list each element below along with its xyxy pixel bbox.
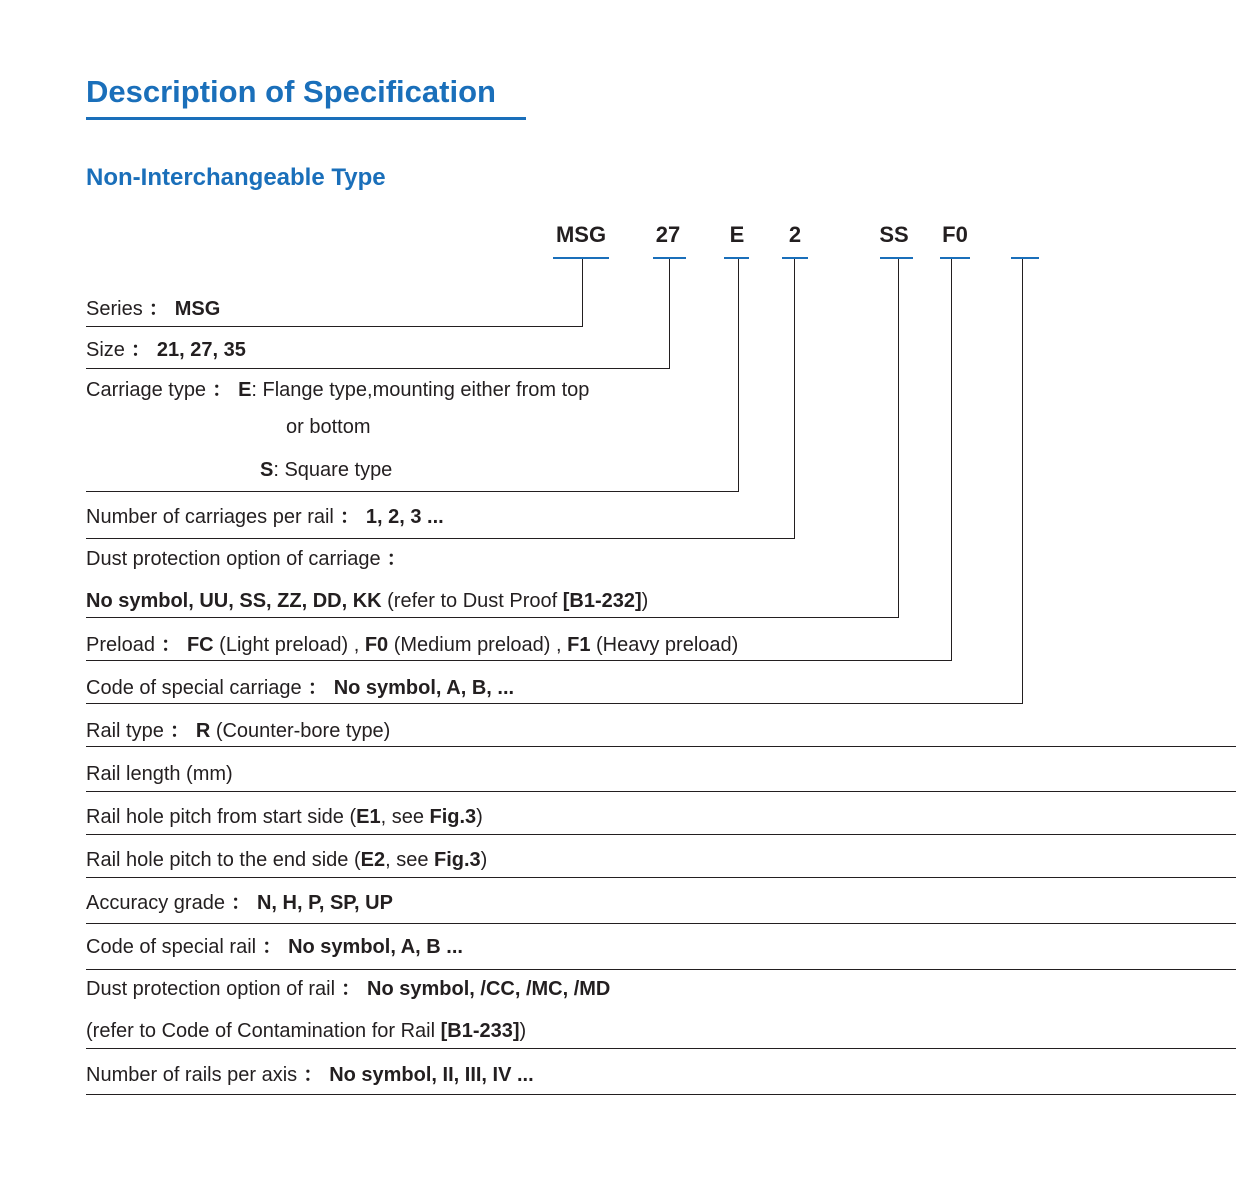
spec-row-pitch-start bbox=[86, 804, 483, 830]
code-size: 27 bbox=[655, 222, 681, 247]
size-label: Size bbox=[86, 339, 125, 361]
carriage-label: Carriage type bbox=[86, 379, 207, 401]
section-subtitle: Non-Interchangeable Type bbox=[86, 164, 386, 191]
rail-type-colon: ： bbox=[169, 720, 190, 742]
rail-type-text: (Counter-bore type) bbox=[210, 720, 391, 742]
carriage-s-code: S bbox=[260, 459, 274, 481]
code-count: 2 bbox=[788, 222, 802, 247]
preload-fc-text: (Light preload) , bbox=[213, 634, 365, 656]
count-value: 1, 2, 3 ... bbox=[365, 506, 444, 528]
spec-row-carriage bbox=[86, 377, 589, 403]
series-colon: ： bbox=[148, 298, 169, 320]
carriage-e-text-2: or bottom bbox=[286, 416, 371, 438]
spec-row-dust bbox=[86, 546, 413, 572]
rails-per-axis-colon: ： bbox=[303, 1064, 324, 1086]
connector-preload bbox=[951, 259, 952, 660]
pitch-start-post: ) bbox=[476, 806, 483, 828]
page-title: Description of Specification bbox=[86, 74, 496, 109]
special-carriage-colon: ： bbox=[307, 677, 328, 699]
code-underline-series bbox=[553, 257, 609, 259]
accuracy-label: Accuracy grade bbox=[86, 892, 225, 914]
rule-size bbox=[86, 368, 670, 369]
spec-row-accuracy bbox=[86, 890, 393, 916]
preload-f1-text: (Heavy preload) bbox=[590, 634, 739, 656]
code-carriage: E bbox=[729, 222, 745, 247]
carriage-s-text: : Square type bbox=[273, 459, 393, 481]
rule-rails-per-axis bbox=[86, 1094, 1236, 1095]
code-underline-special bbox=[1011, 257, 1039, 259]
rail-dust-ref-pre: (refer to Code of Contamination for Rail bbox=[86, 1020, 441, 1042]
rule-carriage bbox=[86, 491, 739, 492]
preload-f0-text: (Medium preload) , bbox=[388, 634, 568, 656]
rule-count bbox=[86, 538, 795, 539]
rule-pitch-start bbox=[86, 834, 1236, 835]
rail-dust-value: No symbol, /CC, /MC, /MD bbox=[367, 978, 611, 1000]
spec-row-rail-length bbox=[86, 761, 233, 787]
spec-row-dust-values bbox=[86, 588, 648, 614]
code-underline-preload bbox=[940, 257, 970, 259]
rail-dust-colon: ： bbox=[341, 978, 362, 1000]
spec-row-carriage-cont bbox=[286, 414, 370, 440]
code-underline-carriage bbox=[724, 257, 749, 259]
dust-value: No symbol, UU, SS, ZZ, DD, KK bbox=[86, 590, 382, 612]
rule-dust bbox=[86, 617, 899, 618]
size-colon: ： bbox=[130, 339, 151, 361]
spec-row-rail-type bbox=[86, 718, 390, 744]
spec-row-carriage-square bbox=[260, 457, 392, 483]
dust-colon: ： bbox=[386, 548, 407, 570]
accuracy-value: N, H, P, SP, UP bbox=[256, 892, 393, 914]
pitch-end-code: E2 bbox=[360, 849, 386, 871]
preload-f0: F0 bbox=[364, 634, 389, 656]
special-rail-value: No symbol, A, B ... bbox=[288, 936, 463, 958]
connector-count bbox=[794, 259, 795, 538]
rail-length-label: Rail length (mm) bbox=[86, 763, 233, 785]
spec-row-pitch-end bbox=[86, 847, 487, 873]
pitch-end-mid: , see bbox=[385, 849, 434, 871]
rail-dust-ref-code: [B1-233] bbox=[440, 1020, 520, 1042]
code-underline-count bbox=[782, 257, 808, 259]
rule-rail-dust bbox=[86, 1048, 1236, 1049]
special-carriage-label: Code of special carriage bbox=[86, 677, 302, 699]
pitch-end-post: ) bbox=[480, 849, 488, 871]
dust-ref-post: ) bbox=[641, 590, 649, 612]
connector-size bbox=[669, 259, 670, 368]
pitch-start-pre: Rail hole pitch from start side ( bbox=[86, 806, 357, 828]
spec-row-special-carriage bbox=[86, 675, 514, 701]
rails-per-axis-value: No symbol, II, III, IV ... bbox=[329, 1064, 534, 1086]
carriage-e-text: : Flange type,mounting either from top bbox=[251, 379, 590, 401]
dust-ref-code: [B1-232] bbox=[562, 590, 642, 612]
preload-f1: F1 bbox=[567, 634, 591, 656]
title-underline bbox=[86, 117, 526, 120]
series-label: Series bbox=[86, 298, 143, 320]
spec-row-count bbox=[86, 504, 444, 530]
rail-type-label: Rail type bbox=[86, 720, 164, 742]
rule-series bbox=[86, 326, 583, 327]
dust-label: Dust protection option of carriage bbox=[86, 548, 381, 570]
preload-colon: ： bbox=[160, 634, 181, 656]
special-rail-label: Code of special rail bbox=[86, 936, 257, 958]
rule-special-rail bbox=[86, 969, 1236, 970]
code-series: MSG bbox=[555, 222, 607, 247]
rule-preload bbox=[86, 660, 952, 661]
carriage-e-code: E bbox=[238, 379, 252, 401]
spec-row-rails-per-axis bbox=[86, 1062, 534, 1088]
pitch-end-fig: Fig.3 bbox=[434, 849, 481, 871]
rails-per-axis-label: Number of rails per axis bbox=[86, 1064, 298, 1086]
connector-series bbox=[582, 259, 583, 326]
code-preload: F0 bbox=[942, 222, 968, 247]
preload-fc: FC bbox=[186, 634, 214, 656]
rail-type-value: R bbox=[195, 720, 211, 742]
pitch-start-fig: Fig.3 bbox=[429, 806, 477, 828]
spec-row-rail-dust-ref bbox=[86, 1018, 526, 1044]
code-underline-dust bbox=[880, 257, 913, 259]
code-dust: SS bbox=[879, 222, 909, 247]
rule-accuracy bbox=[86, 923, 1236, 924]
dust-ref-pre: (refer to Dust Proof bbox=[381, 590, 563, 612]
rail-dust-ref-post: ) bbox=[519, 1020, 527, 1042]
count-colon: ： bbox=[339, 506, 360, 528]
pitch-end-pre: Rail hole pitch to the end side ( bbox=[86, 849, 361, 871]
pitch-start-code: E1 bbox=[356, 806, 381, 828]
rule-rail-length bbox=[86, 791, 1236, 792]
accuracy-colon: ： bbox=[230, 892, 251, 914]
connector-special bbox=[1022, 259, 1023, 703]
preload-label: Preload bbox=[86, 634, 155, 656]
spec-row-preload bbox=[86, 632, 738, 658]
size-value: 21, 27, 35 bbox=[156, 339, 246, 361]
connector-carriage bbox=[738, 259, 739, 491]
spec-row-rail-dust bbox=[86, 976, 610, 1002]
pitch-start-mid: , see bbox=[380, 806, 430, 828]
rail-dust-label: Dust protection option of rail bbox=[86, 978, 336, 1000]
special-rail-colon: ： bbox=[262, 936, 283, 958]
rule-special-carriage bbox=[86, 703, 1023, 704]
rule-pitch-end bbox=[86, 877, 1236, 878]
count-label: Number of carriages per rail bbox=[86, 506, 334, 528]
spec-row-special-rail bbox=[86, 934, 463, 960]
carriage-colon: ： bbox=[212, 379, 233, 401]
spec-row-series bbox=[86, 296, 220, 322]
series-value: MSG bbox=[174, 298, 221, 320]
special-carriage-value: No symbol, A, B, ... bbox=[333, 677, 515, 699]
rule-rail-type bbox=[86, 746, 1236, 747]
spec-row-size bbox=[86, 337, 246, 363]
connector-dust bbox=[898, 259, 899, 617]
